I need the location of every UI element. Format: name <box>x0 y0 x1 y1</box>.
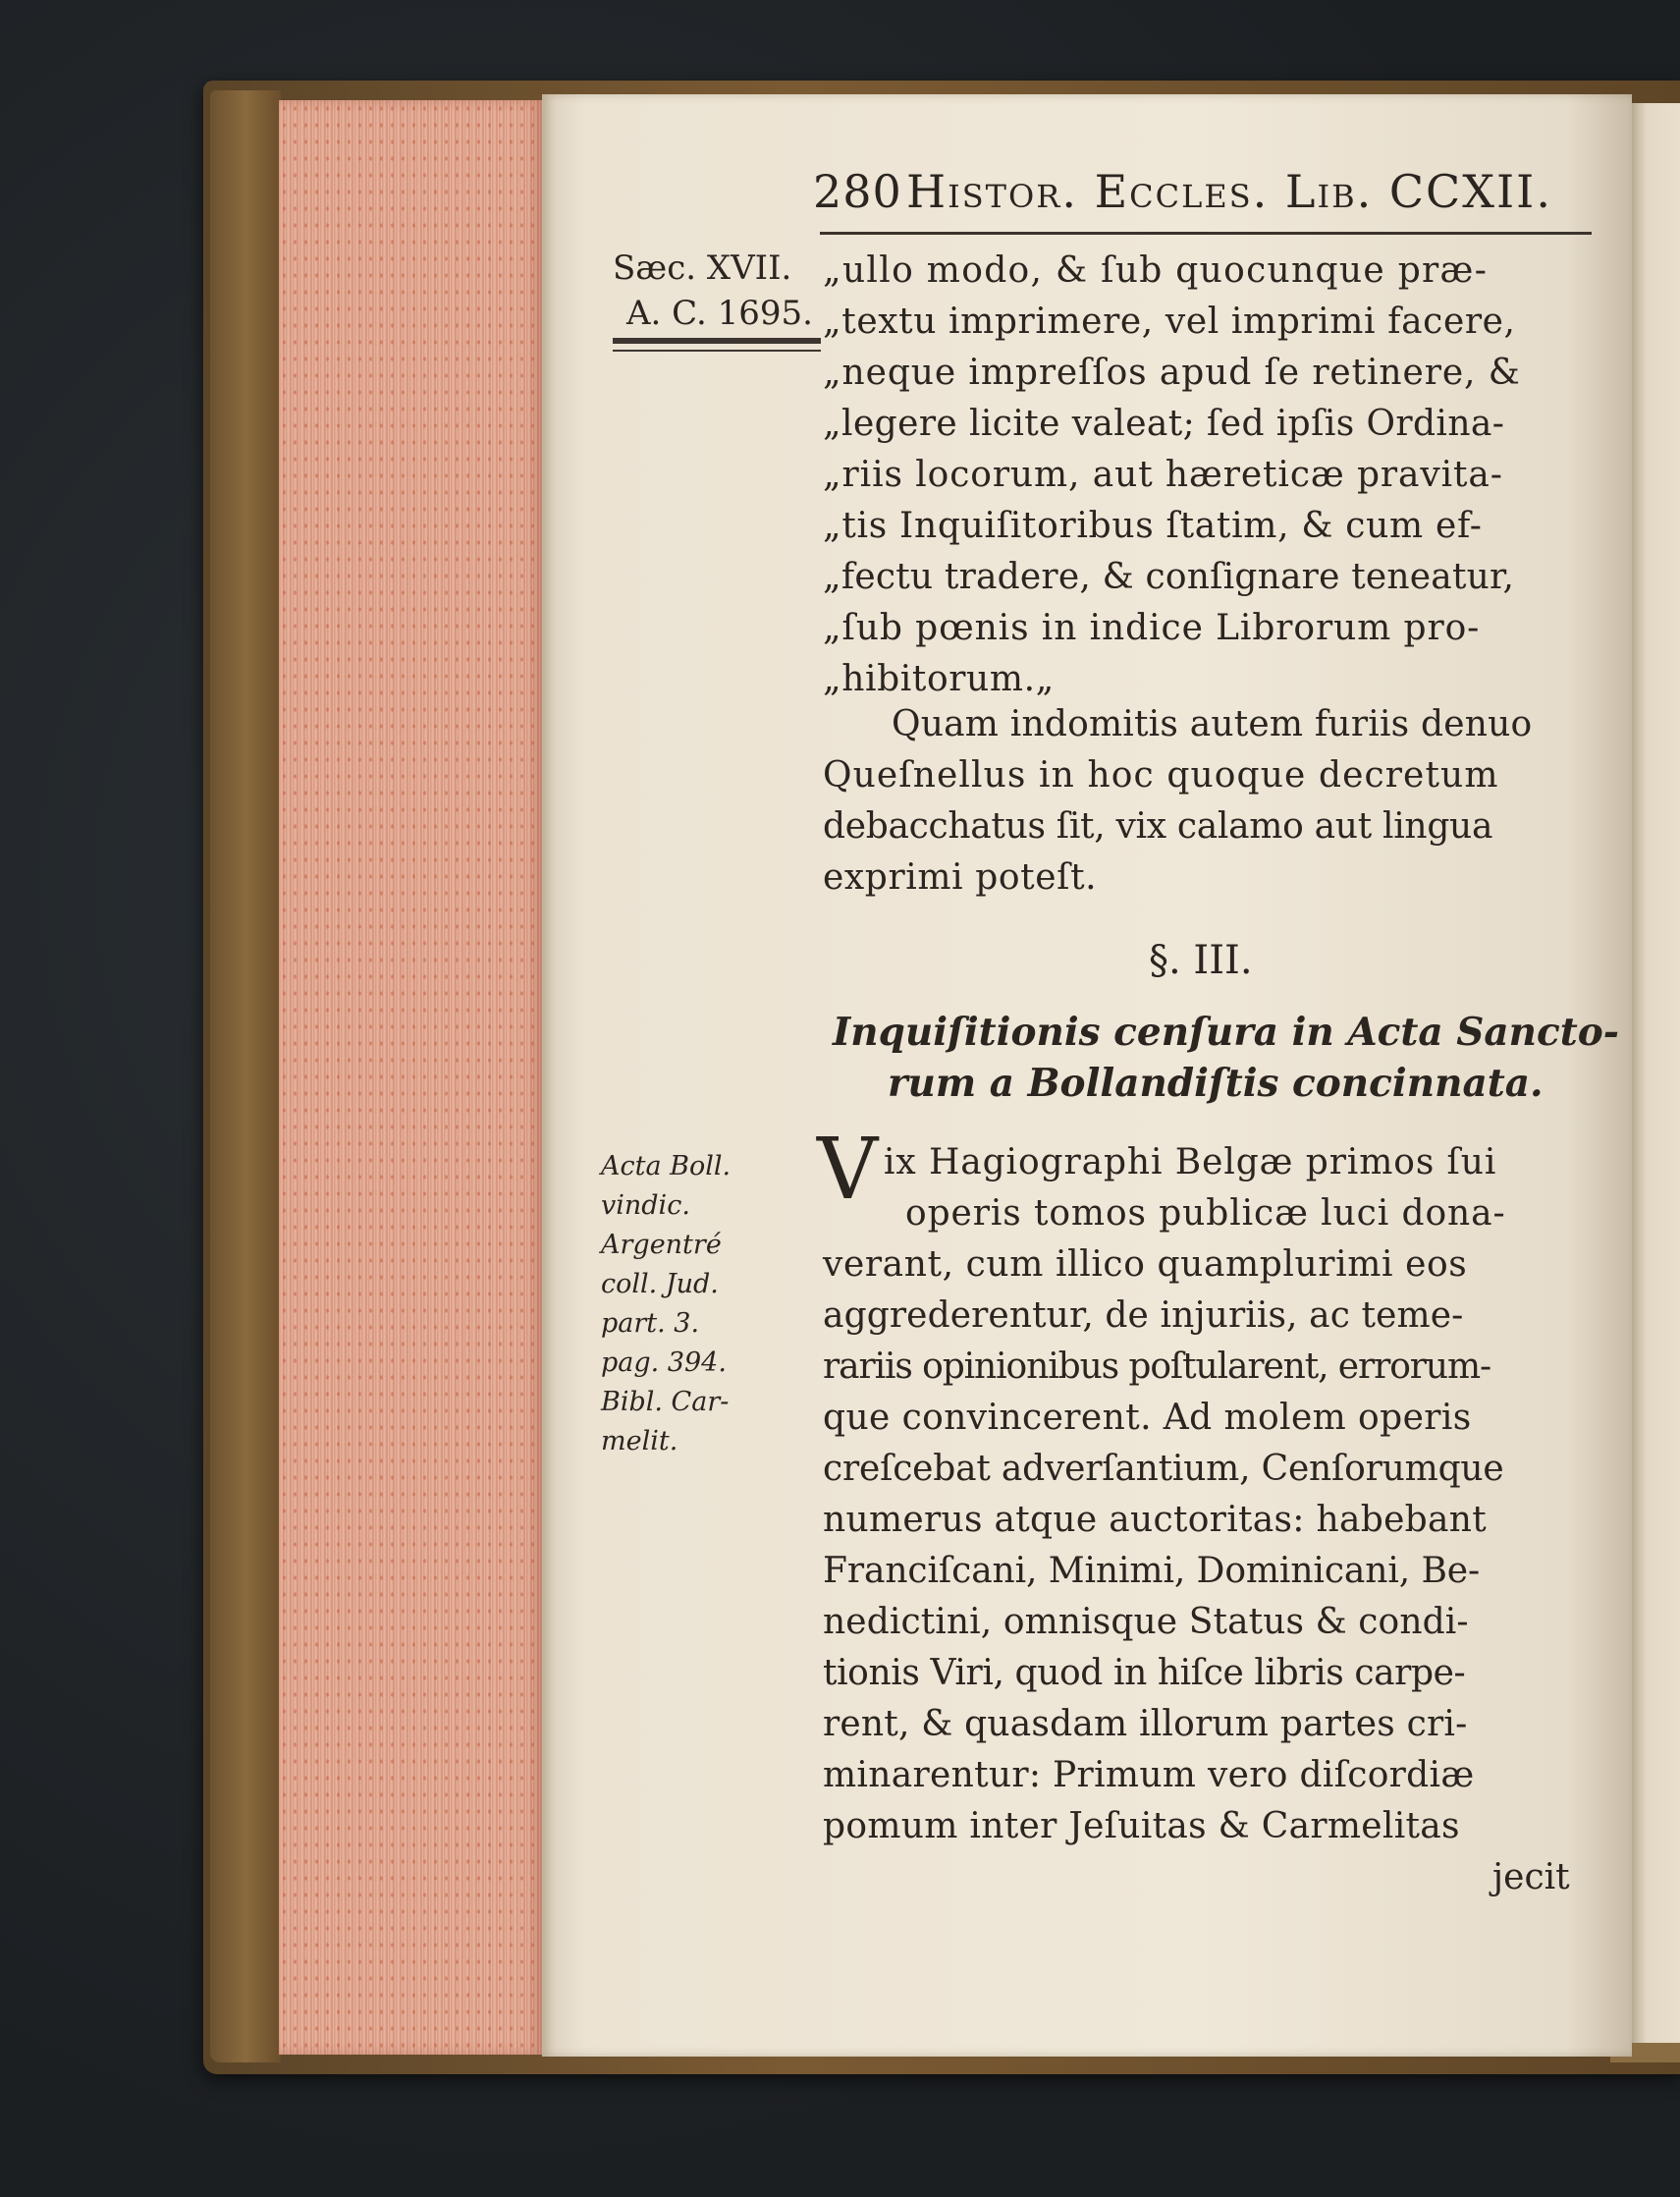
body-line: nedictini, omnisque Status & condi- <box>823 1602 1469 1642</box>
page-number: 280 <box>813 165 902 218</box>
body-line: ix Hagiographi Belgæ primos ſui <box>884 1142 1497 1182</box>
section-heading: rum a Bollandiſtis concinnata. <box>888 1061 1544 1106</box>
body-line: „ſub pœnis in indice Librorum pro- <box>823 608 1481 648</box>
margin-century: Sæc. XVII. <box>613 248 792 288</box>
margin-note-line: vindic. <box>601 1190 690 1221</box>
body-line: numerus atque auctoritas: habebant <box>823 1500 1488 1540</box>
header-rule <box>820 232 1592 235</box>
margin-note-line: Argentré <box>601 1230 722 1260</box>
body-line: „textu imprimere, vel imprimi facere, <box>823 302 1516 342</box>
body-line: pomum inter Jeſuitas & Carmelitas <box>823 1806 1460 1846</box>
body-line: aggrederentur, de injuriis, ac teme- <box>823 1295 1464 1336</box>
body-line: rent, & quasdam illorum partes cri- <box>823 1704 1468 1744</box>
body-line: „neque impreſſos apud ſe retinere, & <box>823 353 1521 393</box>
body-line: que convincerent. Ad molem operis <box>823 1398 1472 1438</box>
sprinkled-edge-texture <box>279 100 542 2055</box>
body-line: verant, cum illico quamplurimi eos <box>823 1244 1468 1285</box>
body-line: „fectu tradere, & conſignare teneatur, <box>823 557 1515 597</box>
margin-rule <box>613 350 821 352</box>
body-line: exprimi poteſt. <box>823 857 1098 898</box>
body-line: Queſnellus in hoc quoque decretum <box>823 755 1499 796</box>
section-mark: §. III. <box>1149 938 1253 983</box>
body-line: Franciſcani, Minimi, Dominicani, Be- <box>823 1551 1481 1591</box>
margin-note-line: coll. Jud. <box>601 1269 719 1299</box>
body-line: Quam indomitis autem furiis denuo <box>892 704 1533 744</box>
margin-note-line: pag. 394. <box>601 1347 727 1378</box>
margin-note-line: part. 3. <box>601 1308 700 1339</box>
body-line: rariis opinionibus poſtularent, errorum- <box>823 1346 1491 1387</box>
body-line: tionis Viri, quod in hiſce libris carpe- <box>823 1653 1466 1693</box>
margin-rule <box>613 338 821 344</box>
book-spine-edge <box>210 90 281 2062</box>
catchword: jecit <box>1492 1857 1570 1897</box>
body-line: debacchatus ſit, vix calamo aut lingua <box>823 806 1493 847</box>
body-line: operis tomos publicæ luci dona- <box>905 1193 1506 1234</box>
margin-note-line: Bibl. Car- <box>601 1387 730 1417</box>
body-line: „ullo modo, & ſub quocunque præ- <box>823 250 1489 291</box>
margin-note-line: Acta Boll. <box>601 1151 732 1181</box>
drop-cap: V <box>817 1121 879 1219</box>
margin-year: A. C. 1695. <box>626 294 813 333</box>
section-heading: Inquiſitionis cenſura in Acta Sancto- <box>833 1010 1619 1055</box>
facing-page-edge <box>1632 103 1680 2053</box>
body-line: „legere licite valeat; ſed ipſis Ordina- <box>823 404 1505 444</box>
margin-note-line: melit. <box>601 1426 678 1456</box>
page-header <box>813 165 1599 234</box>
body-line: „hibitorum.„ <box>823 659 1055 699</box>
body-line: „tis Inquiſitoribus ſtatim, & cum ef- <box>823 506 1483 546</box>
body-line: creſcebat adverſantium, Cenſorumque <box>823 1449 1504 1489</box>
body-line: minarentur: Primum vero diſcordiæ <box>823 1755 1475 1795</box>
margin-note <box>601 1147 778 1461</box>
margin-date <box>613 246 848 336</box>
running-title: Histor. Eccles. Lib. CCXII. <box>906 165 1552 218</box>
body-line: „riis locorum, aut hæreticæ pravita- <box>823 455 1503 495</box>
